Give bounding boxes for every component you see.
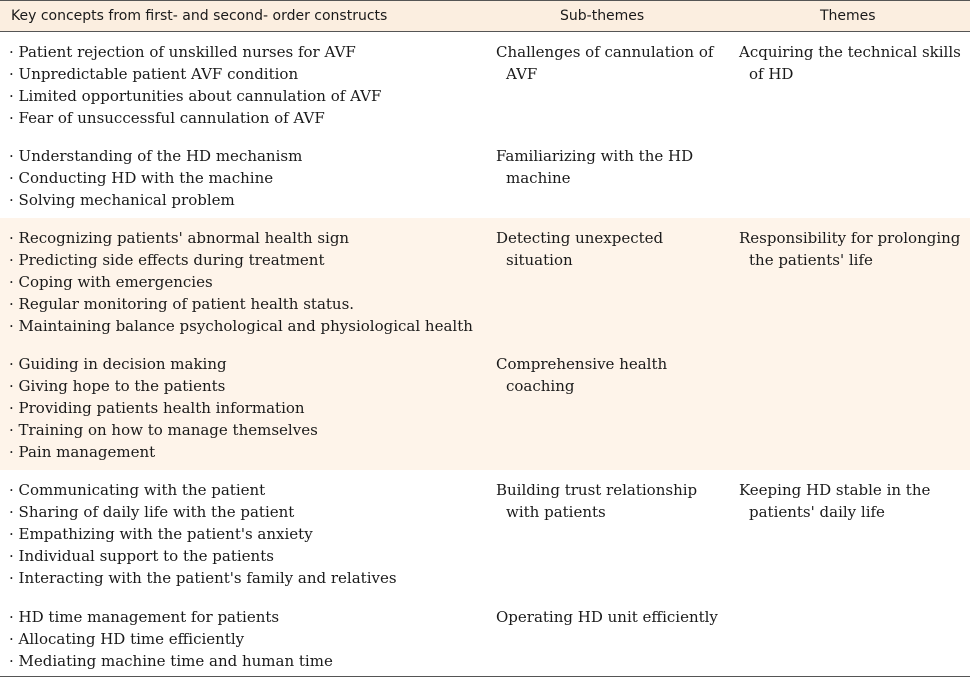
key-concepts-cell bbox=[9, 353, 479, 463]
key-concept: · Conducting HD with the machine bbox=[9, 167, 479, 189]
header-sub-themes: Sub-themes bbox=[560, 8, 645, 24]
key-concept: · Guiding in decision making bbox=[9, 353, 479, 375]
key-concept: · Pain management bbox=[9, 441, 479, 463]
sub-theme-cell: Detecting unexpected situation bbox=[496, 229, 664, 269]
theme-cell: Keeping HD stable in the patients' daily life bbox=[739, 481, 931, 521]
key-concept: · Empathizing with the patient's anxiety bbox=[9, 523, 479, 545]
key-concept: · Recognizing patients' abnormal health sign bbox=[9, 227, 479, 249]
key-concept: · Providing patients health information bbox=[9, 397, 479, 419]
key-concept: · Giving hope to the patients bbox=[9, 375, 479, 397]
key-concepts-cell bbox=[9, 227, 479, 337]
table-bottom-rule bbox=[0, 676, 970, 677]
theme-cell: Responsibility for prolonging the patients' life bbox=[739, 229, 961, 269]
key-concepts-cell bbox=[9, 606, 479, 672]
key-concepts-cell bbox=[9, 41, 479, 129]
key-concept: · Allocating HD time efficiently bbox=[9, 628, 479, 650]
key-concept: · Coping with emergencies bbox=[9, 271, 479, 293]
key-concepts-cell bbox=[9, 145, 479, 211]
header-themes: Themes bbox=[820, 8, 876, 24]
key-concept: · Individual support to the patients bbox=[9, 545, 479, 567]
key-concept: · Unpredictable patient AVF condition bbox=[9, 63, 479, 85]
sub-theme-cell: Comprehensive health coaching bbox=[496, 355, 668, 395]
table-header bbox=[0, 0, 970, 32]
key-concept: · Maintaining balance psychological and physiological health bbox=[9, 315, 479, 337]
key-concepts-cell bbox=[9, 479, 479, 589]
key-concept: · HD time management for patients bbox=[9, 606, 479, 628]
key-concept: · Predicting side effects during treatment bbox=[9, 249, 479, 271]
key-concept: · Solving mechanical problem bbox=[9, 189, 479, 211]
key-concept: · Limited opportunities about cannulation of AVF bbox=[9, 85, 479, 107]
key-concept: · Regular monitoring of patient health status. bbox=[9, 293, 479, 315]
key-concept: · Interacting with the patient's family and relatives bbox=[9, 567, 479, 589]
key-concept: · Mediating machine time and human time bbox=[9, 650, 479, 672]
key-concept: · Understanding of the HD mechanism bbox=[9, 145, 479, 167]
sub-theme-cell: Building trust relationship with patients bbox=[496, 481, 698, 521]
sub-theme-cell: Challenges of cannulation of AVF bbox=[496, 43, 714, 83]
theme-cell: Acquiring the technical skills of HD bbox=[739, 43, 961, 83]
key-concept: · Training on how to manage themselves bbox=[9, 419, 479, 441]
header-key-concepts: Key concepts from first- and second- order constructs bbox=[11, 8, 388, 24]
key-concept: · Fear of unsuccessful cannulation of AVF bbox=[9, 107, 479, 129]
key-concept: · Sharing of daily life with the patient bbox=[9, 501, 479, 523]
sub-theme-cell: Familiarizing with the HD machine bbox=[496, 147, 694, 187]
sub-theme-cell: Operating HD unit efficiently bbox=[496, 608, 718, 626]
key-concept: · Communicating with the patient bbox=[9, 479, 479, 501]
key-concept: · Patient rejection of unskilled nurses for AVF bbox=[9, 41, 479, 63]
